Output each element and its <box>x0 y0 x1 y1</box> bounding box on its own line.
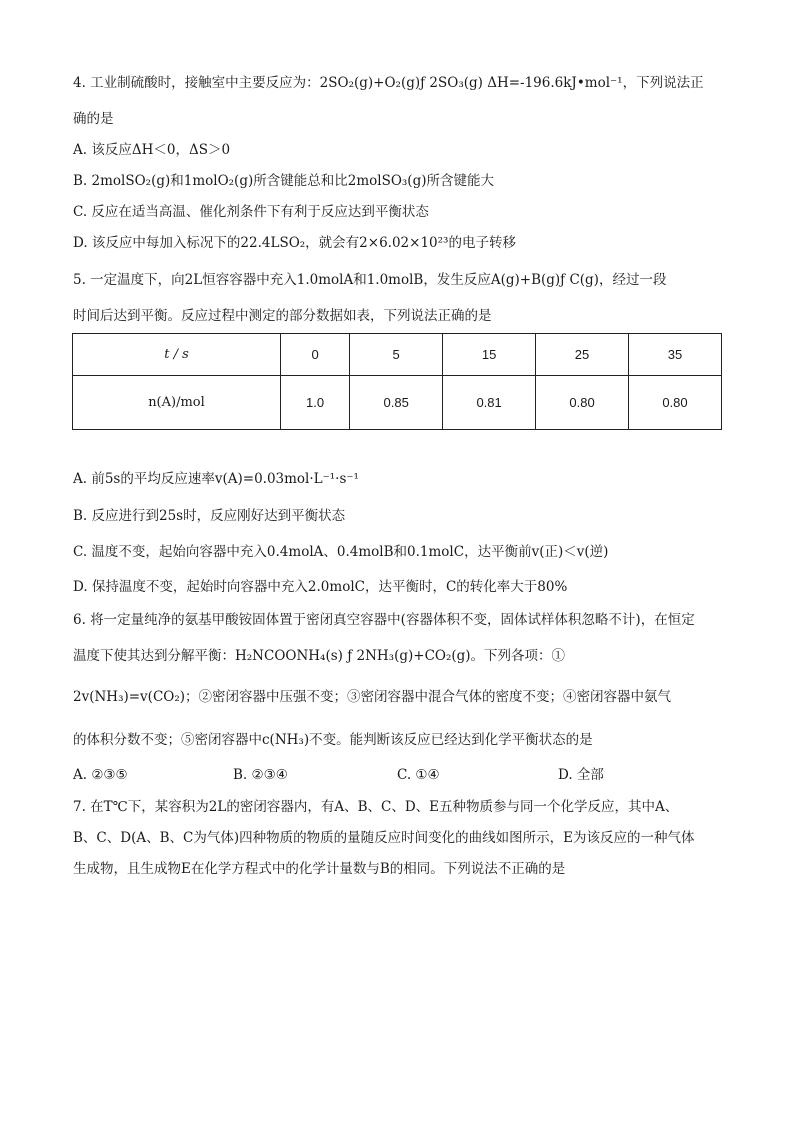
table-cell: 0 <box>281 334 350 376</box>
q4-stem-line2: 确的是 <box>73 111 114 127</box>
q5-option-c: C. 温度不变，起始向容器中充入0.4molA、0.4molB和0.1molC，达平衡前v(正)＜v(逆) <box>73 544 609 560</box>
table-cell: 0.85 <box>350 376 443 430</box>
q5-option-b: B. 反应进行到25s时，反应刚好达到平衡状态 <box>73 508 346 524</box>
table-row <box>73 376 722 430</box>
table-cell: 0.80 <box>629 376 722 430</box>
q4-option-c: C. 反应在适当高温、催化剂条件下有利于反应达到平衡状态 <box>73 204 429 220</box>
q6-option-c: C. ①④ <box>397 767 440 783</box>
q7-stem-line1: 7. 在T℃下，某容积为2L的密闭容器内，有A、B、C、D、E五种物质参与同一个化学反应，其中A、 <box>73 799 679 815</box>
table-cell: 0.81 <box>443 376 536 430</box>
table-cell: t / s <box>73 334 281 376</box>
q4-option-b: B. 2molSO₂(g)和1molO₂(g)所含键能总和比2molSO₃(g)所含键能大 <box>73 173 494 189</box>
table-cell: 5 <box>350 334 443 376</box>
table-cell: 1.0 <box>281 376 350 430</box>
q5-option-d: D. 保持温度不变，起始时向容器中充入2.0molC，达平衡时，C的转化率大于80% <box>73 579 568 595</box>
q4-option-d: D. 该反应中每加入标况下的22.4LSO₂，就会有2×6.02×10²³的电子转移 <box>73 235 516 251</box>
q6-stem-line1: 6. 将一定量纯净的氨基甲酸铵固体置于密闭真空容器中(容器体积不变，固体试样体积忽略不计)，在恒定 <box>73 612 695 628</box>
q6-stem-line3: 2v(NH₃)=v(CO₂)；②密闭容器中压强不变；③密闭容器中混合气体的密度不变；④密闭容器中氨气 <box>73 689 672 705</box>
q5-stem-line2: 时间后达到平衡。反应过程中测定的部分数据如表，下列说法正确的是 <box>73 308 492 324</box>
q4-option-a: A. 该反应ΔH＜0，ΔS＞0 <box>73 142 231 158</box>
q6-stem-line2: 温度下使其达到分解平衡：H₂NCOONH₄(s) ƒ 2NH₃(g)+CO₂(g)。下列各项：① <box>73 648 566 664</box>
q5-option-a: A. 前5s的平均反应速率v(A)=0.03mol·L⁻¹·s⁻¹ <box>73 471 359 487</box>
table-cell: n(A)/mol <box>73 376 281 430</box>
q6-option-a: A. ②③⑤ <box>73 767 128 783</box>
q5-stem-line1: 5. 一定温度下，向2L恒容容器中充入1.0molA和1.0molB，发生反应A(g)+B(g)ƒ C(g)，经过一段 <box>73 272 667 288</box>
table-row <box>73 334 722 376</box>
q6-option-b: B. ②③④ <box>233 767 288 783</box>
q7-stem-line3: 生成物，且生成物E在化学方程式中的化学计量数与B的相同。下列说法不正确的是 <box>73 861 566 877</box>
q6-option-d: D. 全部 <box>558 767 604 783</box>
table-cell: 15 <box>443 334 536 376</box>
q7-stem-line2: B、C、D(A、B、C为气体)四种物质的物质的量随反应时间变化的曲线如图所示，E为该反应的一种气体 <box>73 830 695 846</box>
table-cell: 0.80 <box>536 376 629 430</box>
q6-stem-line4: 的体积分数不变；⑤密闭容器中c(NH₃)不变。能判断该反应已经达到化学平衡状态的是 <box>73 732 593 748</box>
table-cell: 35 <box>629 334 722 376</box>
table-cell: 25 <box>536 334 629 376</box>
q4-stem-line1: 4. 工业制硫酸时，接触室中主要反应为：2SO₂(g)+O₂(g)ƒ 2SO₃(g) ΔH=-196.6kJ•mol⁻¹，下列说法正 <box>73 75 704 91</box>
q5-data-table <box>72 333 722 430</box>
